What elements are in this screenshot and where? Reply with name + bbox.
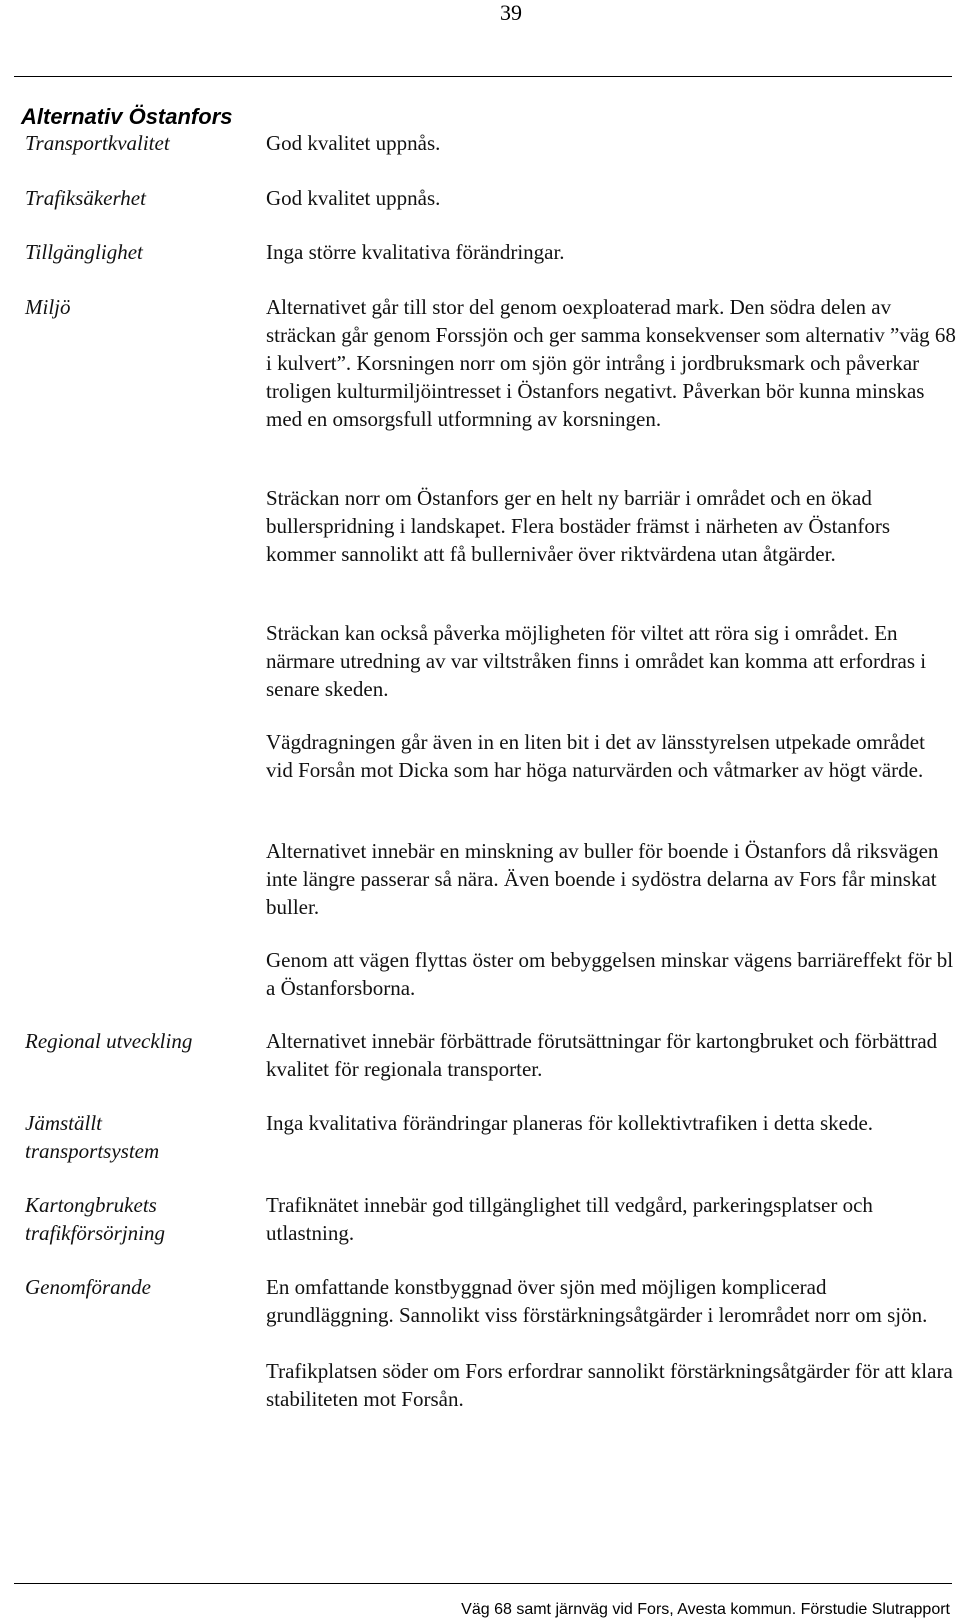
label-jamstallt-line-2: transportsystem (25, 1139, 160, 1163)
label-transportkvalitet: Transportkvalitet (25, 131, 170, 155)
label-jamstallt-line-1: Jämställt (25, 1111, 102, 1135)
text-genomforande-paragraph-1: En omfattande konstbyggnad över sjön med möjligen komplicerad grundläggning. Sannolikt viss förstärkningsåtgärder i lerområdet norr om sjön. (266, 1275, 928, 1327)
section-heading: Alternativ Östanfors (21, 104, 233, 129)
label-trafiksakerhet: Trafiksäkerhet (25, 186, 146, 210)
text-jamstallt-transportsystem: Inga kvalitativa förändringar planeras för kollektivtrafiken i detta skede. (266, 1111, 874, 1135)
text-miljo-paragraph-2: Sträckan norr om Östanfors ger en helt ny barriär i området och en ökad bullerspridning i landskapet. Flera bostäder främst i närheten av Östanfors kommer sannolikt att få bullernivåer över riktvärdena utan åtgärder. (266, 486, 890, 566)
text-miljo-paragraph-1: Alternativet går till stor del genom oexploaterad mark. Den södra delen av sträckan går genom Forssjön och ger samma konsekvenser som alternativ ”väg 68 i kulvert”. Korsningen norr om sjön gör intrång i jordbruksmark och påverkar troligen kulturmiljöintresset i Östanfors negativt. Påverkan bör kunna minskas med en omsorgsfull utformning av korsningen. (266, 295, 956, 431)
label-genomforande: Genomförande (25, 1275, 151, 1299)
label-jamstallt-transportsystem (25, 1109, 240, 1165)
text-genomforande-paragraph-2: Trafikplatsen söder om Fors erfordrar sannolikt förstärkningsåtgärder för att klara stabiliteten mot Forsån. (266, 1359, 953, 1411)
label-regional-utveckling: Regional utveckling (25, 1029, 193, 1053)
label-kartong-line-1: Kartongbrukets (25, 1193, 157, 1217)
text-trafiksakerhet: God kvalitet uppnås. (266, 186, 441, 210)
label-tillganglighet: Tillgänglighet (25, 240, 143, 264)
footer-text: Väg 68 samt järnväg vid Fors, Avesta kommun. Förstudie Slutrapport (461, 1601, 950, 1618)
text-miljo-paragraph-3: Sträckan kan också påverka möjligheten för viltet att röra sig i området. En närmare utredning av var viltstråken finns i området kan komma att erfordras i senare skeden. (266, 621, 927, 701)
header-rule (14, 76, 952, 77)
label-miljo: Miljö (25, 295, 71, 319)
text-miljo-paragraph-5: Alternativet innebär en minskning av buller för boende i Östanfors då riksvägen inte längre passerar så nära. Även boende i sydöstra delarna av Fors får minskat buller. (266, 839, 939, 919)
text-miljo-paragraph-4: Vägdragningen går även in en liten bit i det av länsstyrelsen utpekade området vid Forsån mot Dicka som har höga naturvärden och våtmarker av högt värde. (266, 730, 925, 782)
text-transportkvalitet: God kvalitet uppnås. (266, 131, 441, 155)
page-number: 39 (500, 0, 522, 25)
text-regional-utveckling: Alternativet innebär förbättrade förutsättningar för kartongbruket och förbättrad kvalitet för regionala transporter. (266, 1029, 938, 1081)
text-miljo-paragraph-6: Genom att vägen flyttas öster om bebyggelsen minskar vägens barriäreffekt för bl a Östanforsborna. (266, 948, 954, 1000)
label-kartongbrukets-trafikforsorjning (25, 1191, 240, 1247)
text-kartongbrukets-trafikforsorjning: Trafiknätet innebär god tillgänglighet till vedgård, parkeringsplatser och utlastning. (266, 1193, 873, 1245)
text-tillganglighet: Inga större kvalitativa förändringar. (266, 240, 565, 264)
label-kartong-line-2: trafikförsörjning (25, 1221, 166, 1245)
page-header (0, 0, 960, 30)
footer-rule (14, 1583, 952, 1584)
